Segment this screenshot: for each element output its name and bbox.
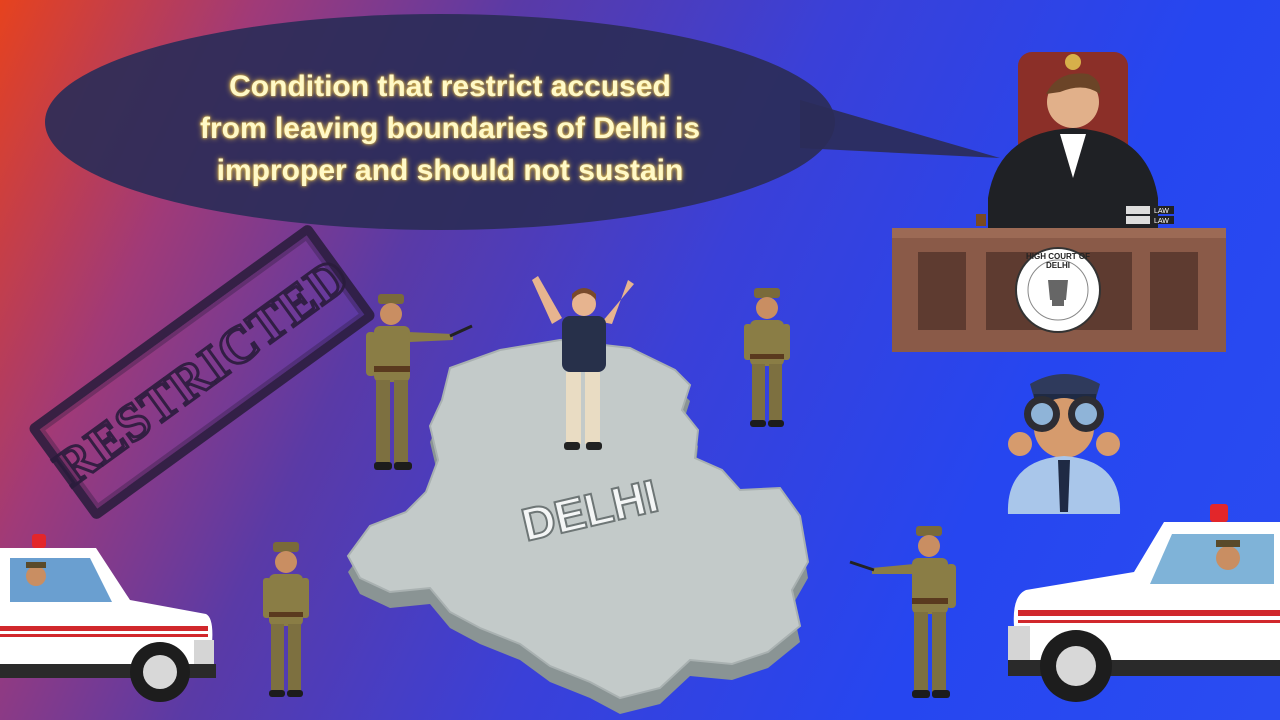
law-book-label-2: LAW xyxy=(1154,218,1169,225)
speech-bubble-text xyxy=(150,66,750,192)
police-officer-standing-center xyxy=(740,286,794,430)
restricted-stamp-text: RESTRICTED xyxy=(44,246,360,498)
speech-line-1: Condition that restrict accused xyxy=(229,70,671,103)
delhi-label: DELHI xyxy=(516,469,664,551)
police-officer-pointing-right xyxy=(848,524,964,700)
police-car-left xyxy=(0,530,220,710)
speech-line-2: from leaving boundaries of Delhi is xyxy=(199,112,701,145)
judge-bench xyxy=(888,48,1232,358)
police-officer-pointing-left xyxy=(358,292,476,474)
accused-man xyxy=(522,272,642,458)
court-seal-text: HIGH COURT OF DELHI xyxy=(1026,252,1090,270)
law-book-label-1: LAW xyxy=(1154,208,1169,215)
police-binoculars xyxy=(988,364,1140,514)
police-officer-standing-left xyxy=(258,540,314,700)
police-car-right xyxy=(1004,500,1280,716)
restricted-stamp xyxy=(27,223,377,521)
speech-line-3: improper and should not sustain xyxy=(216,154,684,187)
